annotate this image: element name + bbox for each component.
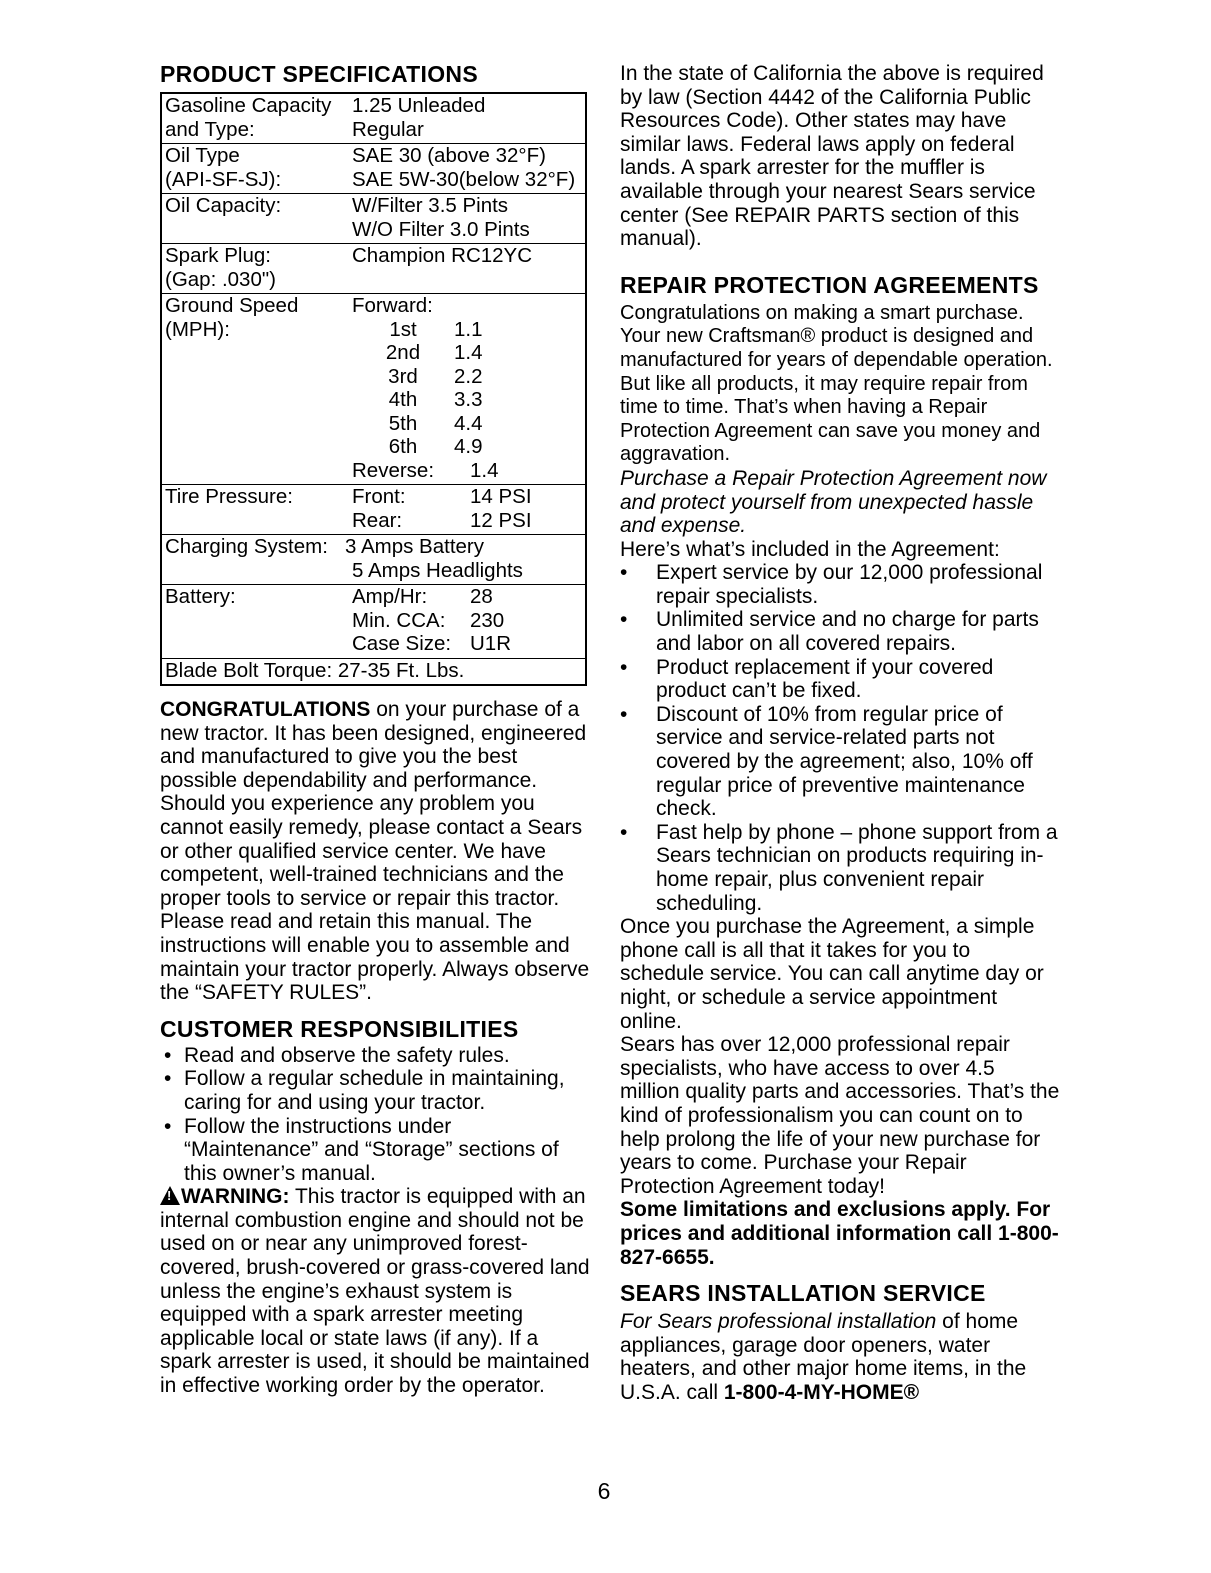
spec-label: and Type:: [165, 117, 255, 141]
spec-label: (API-SF-SJ):: [165, 167, 282, 191]
california-paragraph: In the state of California the above is required by law (Section 4442 of the California Public Resources Code). Other states may have similar laws. Federal laws apply on federal lands. A spark arrester for the muffler is available through your nearest Sears service center (See REPAIR PARTS section of this manual).: [620, 62, 1044, 251]
list-item: • Discount of 10% from regular price of service and service-related parts not covered by the agreement; also, 10% off regular price of preventive maintenance check.: [620, 703, 1060, 821]
spec-label: Oil Capacity:: [165, 194, 282, 217]
congratulations-heading: CONGRATULATIONS: [160, 698, 371, 721]
spec-label: Oil Type: [165, 144, 240, 167]
spec-value: 5 Amps Headlights: [352, 558, 523, 582]
spec-label: (MPH):: [165, 317, 230, 341]
spec-row-spark-plug: [162, 243, 585, 293]
spec-row-gasoline: [162, 94, 585, 143]
spec-label: Charging System:: [165, 535, 328, 558]
list-item: • Read and observe the safety rules.: [160, 1044, 590, 1068]
spec-label: Spark Plug:: [165, 244, 271, 267]
list-item: • Product replacement if your covered product can’t be fixed.: [620, 656, 1060, 703]
spec-label: Gasoline Capacity: [165, 94, 332, 117]
installation-paragraph: For Sears professional installation of home appliances, garage door openers, water heaters, and other major home items, in the U.S.A. call 1-800-4-MY-HOME®: [620, 1310, 1027, 1404]
spec-row-battery: Battery: Amp/Hr: 28 Min. CCA: 230 Case Size: U1R: [162, 584, 585, 658]
manual-paragraph: Please read and retain this manual. The instructions will enable you to assemble and maintain your tractor properly. Always observe the “SAFETY RULES”.: [160, 910, 590, 1005]
responsibilities-title: CUSTOMER RESPONSIBILITIES: [160, 1015, 519, 1042]
list-item: • Follow the instructions under “Maintenance” and “Storage” sections of this owner’s manual.: [160, 1115, 590, 1186]
spec-value: 1.25 Unleaded: [352, 94, 486, 117]
warning-heading: WARNING:: [181, 1185, 290, 1209]
included-intro: Here’s what’s included in the Agreement:: [620, 537, 1000, 561]
included-list: [620, 561, 1060, 915]
gear-row: 6th 4.9: [388, 435, 483, 458]
list-item: • Follow a regular schedule in maintaining, caring for and using your tractor.: [160, 1067, 590, 1114]
spec-value: SAE 5W-30(below 32°F): [352, 167, 576, 191]
spec-row-oil-type: [162, 143, 585, 193]
installation-title: SEARS INSTALLATION SERVICE: [620, 1280, 986, 1307]
left-column: [160, 62, 590, 1398]
gear-row: 3rd 2.2: [388, 364, 483, 388]
installation-phone: 1-800-4-MY-HOME®: [723, 1380, 920, 1404]
spec-label: Blade Bolt Torque:: [165, 658, 333, 682]
spec-row-blade-torque: [162, 658, 585, 685]
spec-label: Ground Speed: [165, 294, 299, 317]
warning-icon: [160, 1186, 180, 1205]
responsibilities-list: [160, 1044, 590, 1186]
spec-label: (Gap: .030"): [165, 267, 276, 291]
congratulations-paragraph: CONGRATULATIONS on your purchase of a new tractor. It has been designed, engineered and manufactured to give you the best possible dependability and performance.: [160, 698, 587, 792]
gear-row: 1st 1.1: [389, 317, 483, 341]
spec-label: Battery:: [165, 585, 236, 608]
repair-protection-italic: Purchase a Repair Protection Agreement now and protect yourself from unexpected hassle and expense.: [620, 466, 1047, 538]
spec-title: PRODUCT SPECIFICATIONS: [160, 61, 478, 87]
gear-row: 2nd 1.4: [385, 341, 483, 364]
gear-row-reverse: Reverse: 1.4: [352, 458, 499, 482]
spec-value: Champion RC12YC: [352, 244, 533, 267]
sears-paragraph: Sears has over 12,000 professional repair specialists, who have access to over 4.5 million quality parts and accessories. That’s the kind of professionalism you can count on to help prolong the life of your new purchase for years to come. Purchase your Repair Protection Agreement today!: [620, 1033, 1060, 1198]
spec-value: SAE 30 (above 32°F): [352, 144, 546, 167]
spec-value: 27-35 Ft. Lbs.: [337, 658, 465, 682]
spec-row-charging: [162, 534, 585, 584]
spec-value: 3 Amps Battery: [345, 535, 485, 558]
warning-paragraph: !WARNING: This tractor is equipped with an internal combustion engine and should not be used on or near any unimproved forest-covered, brush-covered or grass-covered land unless the engine’s exhaust system is equipped with a spark arrester meeting applicable local or state laws (if any). If a spark arrester is used, it should be maintained in effective working order by the operator.: [160, 1185, 590, 1397]
repair-protection-paragraph: Congratulations on making a smart purchase. Your new Craftsman® product is designed and manufactured for years of dependable operation. But like all products, it may require repair from time to time. That’s when having a Repair Protection Agreement can save you money and aggravation.: [620, 301, 1053, 466]
list-item: • Unlimited service and no charge for parts and labor on all covered repairs.: [620, 608, 1060, 655]
page-number: 6: [597, 1478, 611, 1504]
right-column: [620, 62, 1060, 1404]
service-paragraph: Should you experience any problem you cannot easily remedy, please contact a Sears or other qualified service center. We have competent, well-trained technicians and the proper tools to service or repair this tractor.: [160, 792, 583, 910]
gear-row: 4th 3.3: [388, 388, 483, 411]
list-item: • Fast help by phone – phone support from a Sears technician on products requiring in-home repair, plus convenient repair scheduling.: [620, 821, 1060, 915]
repair-protection-title: REPAIR PROTECTION AGREEMENTS: [620, 271, 1039, 298]
spec-label: Tire Pressure:: [165, 485, 293, 508]
phone-paragraph: Some limitations and exclusions apply. For prices and additional information call 1-800-827-6655.: [620, 1198, 1059, 1269]
spec-row-oil-capacity: [162, 193, 585, 243]
spec-value: Forward:: [352, 294, 433, 317]
purchase-paragraph: Once you purchase the Agreement, a simple phone call is all that it takes for you to schedule service. You can call anytime day or night, or schedule a service appointment online.: [620, 915, 1044, 1033]
gear-row: 5th 4.4: [388, 411, 483, 435]
spec-value: W/O Filter 3.0 Pints: [352, 217, 530, 241]
spec-value: W/Filter 3.5 Pints: [352, 194, 509, 217]
spec-table: [160, 92, 587, 686]
spec-row-ground-speed: [162, 293, 585, 484]
spec-row-tire-pressure: Tire Pressure: Front: 14 PSI Rear: 12 PSI: [162, 484, 585, 534]
spec-value: Regular: [352, 117, 424, 141]
list-item: • Expert service by our 12,000 professional repair specialists.: [620, 561, 1060, 608]
